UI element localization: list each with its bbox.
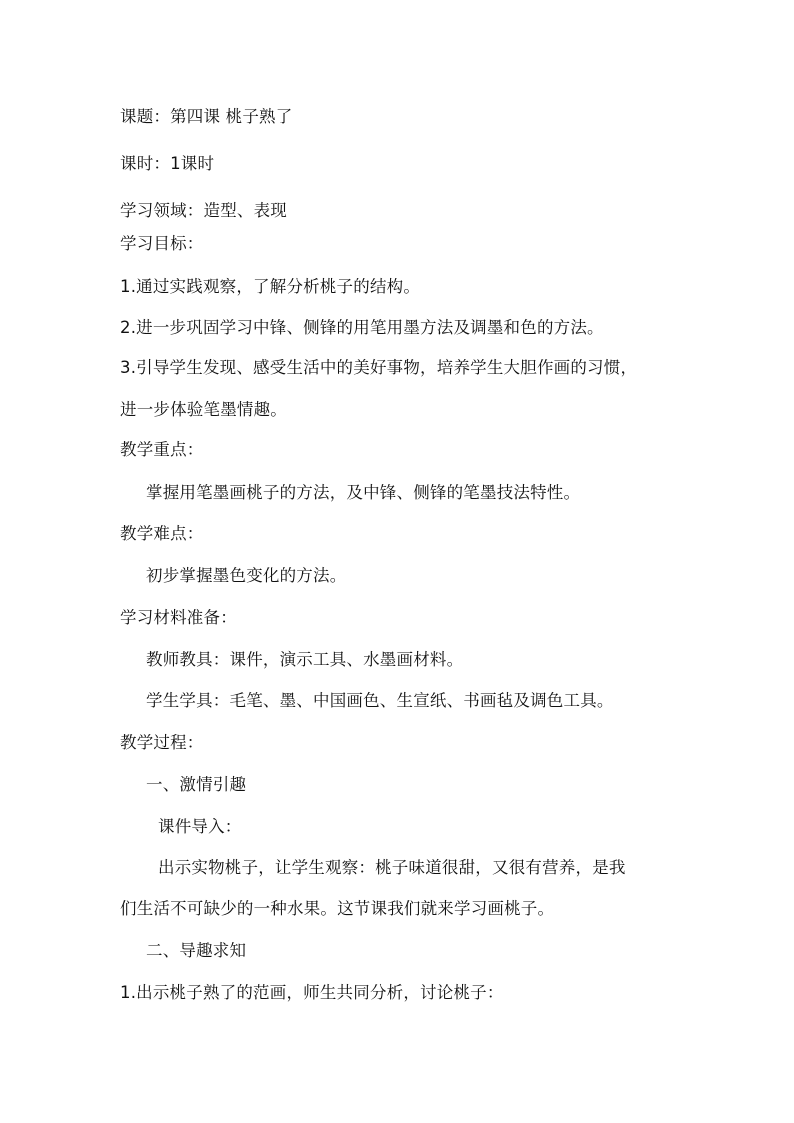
- step-item-1: 1.出示桃子熟了的范画，师生共同分析，讨论桃子：: [120, 983, 504, 1002]
- section-one-heading: 一、激情引趣: [146, 775, 247, 794]
- courseware-intro-label: 课件导入：: [158, 817, 242, 836]
- materials-heading: 学习材料准备：: [120, 608, 237, 627]
- teaching-process-heading: 教学过程：: [120, 733, 204, 752]
- learning-domain: 学习领域：造型、表现: [120, 201, 287, 220]
- learning-goals-heading: 学习目标：: [120, 234, 204, 253]
- goal-item-3: 3.引导学生发现、感受生活中的美好事物，培养学生大胆作画的习惯，: [120, 358, 638, 377]
- goal-item-1: 1.通过实践观察，了解分析桃子的结构。: [120, 277, 421, 296]
- intro-paragraph-line-2: 们生活不可缺少的一种水果。这节课我们就来学习画桃子。: [120, 899, 555, 918]
- teaching-focus-text: 掌握用笔墨画桃子的方法，及中锋、侧锋的笔墨技法特性。: [146, 483, 581, 502]
- student-materials: 学生学具：毛笔、墨、中国画色、生宣纸、书画毡及调色工具。: [146, 691, 614, 710]
- intro-paragraph-line-1: 出示实物桃子，让学生观察：桃子味道很甜，又很有营养，是我: [158, 858, 626, 877]
- teaching-difficulty-text: 初步掌握墨色变化的方法。: [146, 566, 347, 585]
- goal-item-3-continued: 进一步体验笔墨情趣。: [120, 400, 287, 419]
- teacher-materials: 教师教具：课件，演示工具、水墨画材料。: [146, 650, 464, 669]
- section-two-heading: 二、导趣求知: [146, 941, 247, 960]
- lesson-duration: 课时：1课时: [120, 154, 215, 173]
- teaching-difficulty-heading: 教学难点：: [120, 524, 204, 543]
- goal-item-2: 2.进一步巩固学习中锋、侧锋的用笔用墨方法及调墨和色的方法。: [120, 318, 604, 337]
- teaching-focus-heading: 教学重点：: [120, 440, 204, 459]
- lesson-title: 课题：第四课 桃子熟了: [120, 107, 293, 126]
